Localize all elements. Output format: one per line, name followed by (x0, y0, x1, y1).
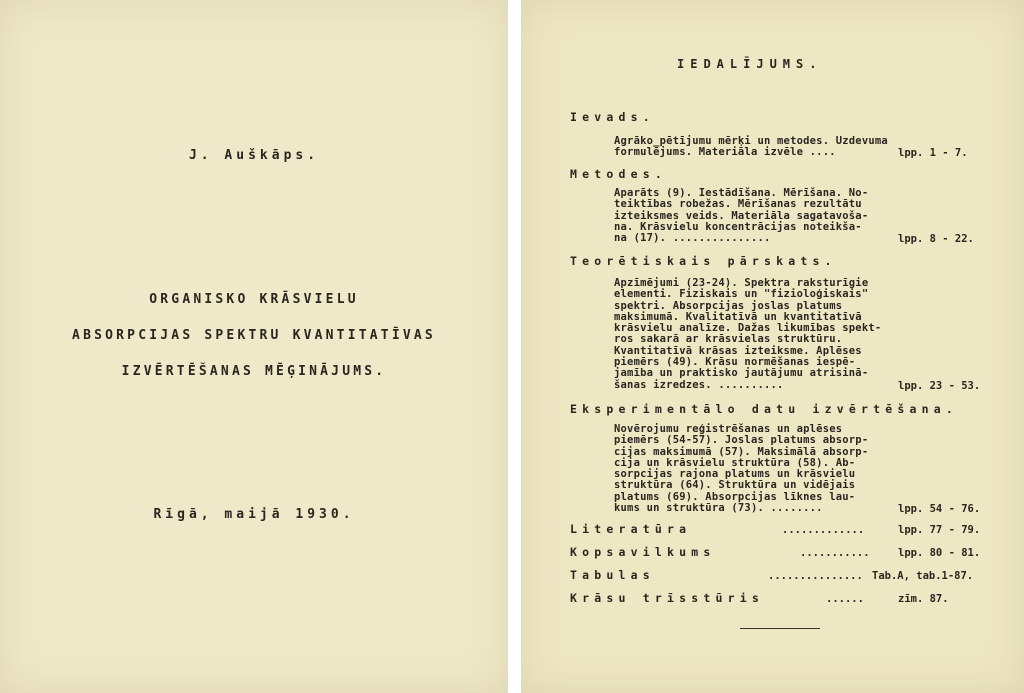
left-page (0, 0, 508, 693)
closing-rule (740, 628, 820, 629)
section-body-teoretiskais: Apzīmējumi (23-24). Spektra raksturīgie elementi. Fiziskais un "fizioloģiskais" spektri. Absorpcijas joslas platums maksimumā. Kvalitatīvā un kvantitatīvā krāsvielu analīze. Dažas likumības spekt- ros sakarā ar krāsvielas struktūru. Kvantitatīvā krāsas izteiksme. Aplēses piemērs (49). Krāsu normēšanas iespē- jamība un praktisko jautājumu atrisinā- šanas izredzes. .......... (614, 277, 882, 391)
section-body-metodes: Aparāts (9). Iestādīšana. Mērīšana. No- teiktības robežas. Mērīšanas rezultātu izteiksmes veids. Materiāla sagatavoša- na. Krāsvielu koncentrācijas noteikša- na (17). ............... (614, 187, 869, 245)
page-gutter (508, 0, 521, 693)
section-pages-teoretiskais: lpp. 23 - 53. (898, 380, 981, 392)
section-title-eksperimentalo: Eksperimentālo datu izvērtēšana. (570, 402, 958, 416)
entry-title-krasu-trisstaris: Krāsu trīsstūris (570, 591, 764, 605)
entry-leader-krasu-trisstaris: ...... (826, 593, 864, 605)
title-line-3: IZVĒRTĒŠANAS MĒĢINĀJUMS. (121, 364, 387, 379)
entry-pages-tabulas: Tab.A, tab.1-87. (872, 570, 974, 582)
title-line-2: ABSORPCIJAS SPEKTRU KVANTITATĪVAS (72, 328, 436, 343)
section-pages-eksperimentalo: lpp. 54 - 76. (898, 503, 981, 515)
entry-pages-literatura: lpp. 77 - 79. (898, 524, 981, 536)
section-title-teoretiskais: Teorētiskais pārskats. (570, 254, 837, 268)
entry-leader-literatura: ............. (782, 524, 865, 536)
contents-heading: IEDALĪJUMS. (677, 57, 823, 71)
section-body-eksperimentalo: Novērojumu reģistrēšanas un aplēses piemērs (54-57). Joslas platums absorp- cijas maksimumā (57). Maksimālā absorp- cija un krāsvielu struktūra (58). Ab- sorpcijas rajona platums un krāsvielu struktūra (64). Struktūra un vidējais platums (69). Absorpcijas līknes lau- kums un struktūra (73). ........ (614, 423, 869, 515)
author-name: J. Auškāps. (188, 148, 320, 163)
section-body-ievads: Agrāko_pētījumu mērķi un metodes. Uzdevuma formulējums. Materiāla izvēle .... (614, 135, 888, 159)
section-title-metodes: Metodes. (570, 167, 667, 181)
section-pages-metodes: lpp. 8 - 22. (898, 233, 974, 245)
title-line-1: ORGANISKO KRĀSVIELU (149, 292, 359, 307)
section-pages-ievads: lpp. 1 - 7. (898, 147, 968, 159)
entry-title-tabulas: Tabulas (570, 568, 655, 582)
entry-pages-krasu-trisstaris: zīm. 87. (898, 593, 949, 605)
entry-pages-kopsavilkums: lpp. 80 - 81. (898, 547, 981, 559)
place-and-date: Rīgā, maijā 1930. (153, 507, 355, 522)
section-title-ievads: Ievads. (570, 110, 655, 124)
entry-title-literatura: Literatūra (570, 522, 692, 536)
entry-leader-tabulas: ............... (768, 570, 863, 582)
entry-leader-kopsavilkums: ........... (800, 547, 870, 559)
entry-title-kopsavilkums: Kopsavilkums (570, 545, 716, 559)
